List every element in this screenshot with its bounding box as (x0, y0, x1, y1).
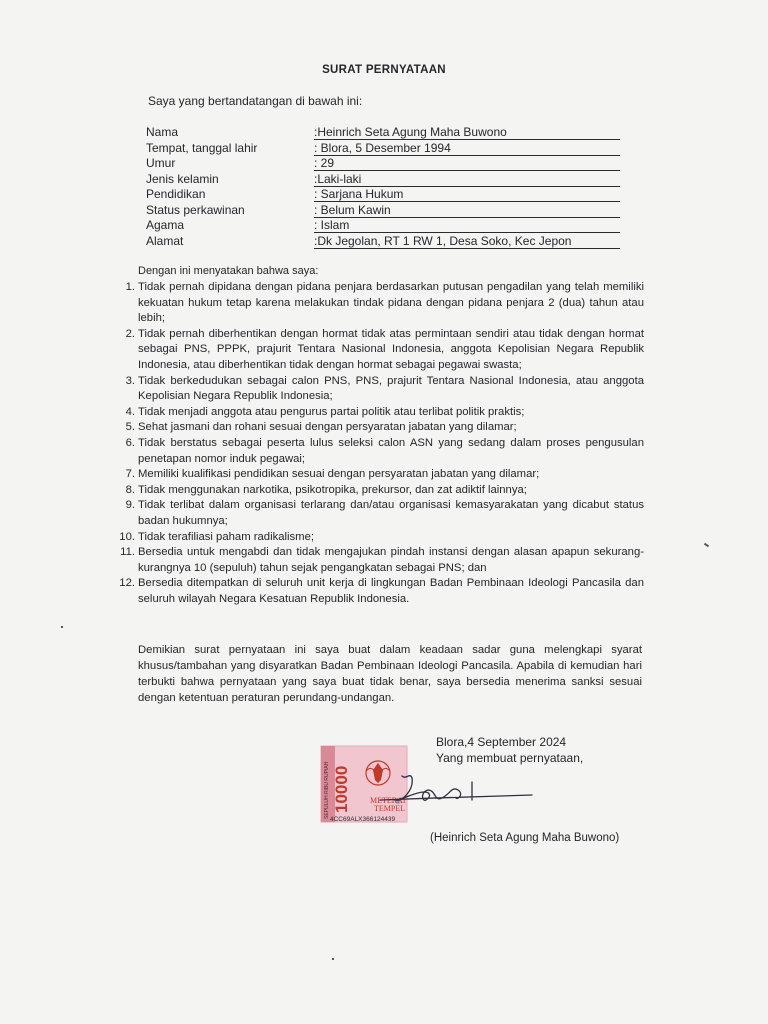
identity-value: :Laki-laki (314, 172, 620, 187)
identity-row-gender (146, 172, 626, 188)
item-number: 11. (120, 546, 135, 559)
identity-value: : 29 (314, 156, 620, 171)
stamp-side-text: SEPULUH RIBU RUPIAH (324, 761, 330, 819)
item-text: Tidak menggunakan narkotika, psikotropika, prekursor, dan zat adiktif lainnya; (138, 483, 527, 496)
list-item (118, 327, 644, 374)
item-number: 12. (119, 577, 135, 590)
item-text: Tidak pernah dipidana dengan pidana penjara berdasarkan putusan pengadilan yang telah memiliki kekuatan hukum tetap karena melakukan tindak pidana dengan pidana penjara 2 (dua) tahun atau lebih; (138, 281, 644, 325)
identity-row-marital (146, 203, 626, 219)
item-number: 10. (119, 530, 135, 543)
stamp-value: 10000 (332, 765, 351, 813)
stamp-label-2: TEMPEL (374, 804, 406, 813)
item-text: Tidak terafiliasi paham radikalisme; (138, 530, 315, 543)
identity-row-address (146, 234, 626, 250)
item-number: 1. (125, 281, 135, 293)
identity-label: Umur (146, 156, 176, 170)
identity-row-age (146, 156, 626, 172)
identity-value: :Dk Jegolan, RT 1 RW 1, Desa Soko, Kec Jepon (314, 234, 620, 249)
item-number: 4. (125, 405, 135, 418)
signer-name: (Heinrich Seta Agung Maha Buwono) (430, 832, 620, 844)
identity-label: Nama (146, 125, 179, 139)
identity-value: : Blora, 5 Desember 1994 (314, 141, 620, 156)
list-item (118, 467, 644, 483)
item-number: 2. (125, 327, 135, 340)
list-item (118, 576, 644, 607)
identity-label: Pendidikan (146, 187, 206, 201)
identity-row-religion (146, 218, 626, 234)
list-item (118, 483, 644, 499)
list-item (118, 420, 644, 436)
item-text: Memiliki kualifikasi pendidikan sesuai dengan persyaratan jabatan yang dilamar; (138, 468, 540, 481)
item-text: Tidak pernah diberhentikan dengan hormat tidak atas permintaan sendiri atau tidak dengan hormat sebagai PNS, PPPK, prajurit Tentara Nasional Indonesia, anggota Kepolisian Negara Republik Indonesia, atau diberhentikan tidak dengan hormat sebagai pegawai swasta; (138, 327, 644, 371)
identity-row-birth (146, 141, 626, 157)
item-text: Tidak berkedudukan sebagai calon PNS, PNS, prajurit Tentara Nasional Indonesia, atau anggota Kepolisian Negara Republik Indonesia; (138, 374, 644, 403)
item-number: 3. (125, 374, 135, 387)
item-number: 8. (125, 483, 135, 496)
statement-list (118, 280, 644, 607)
identity-value: : Belum Kawin (314, 203, 620, 218)
item-number: 9. (125, 499, 135, 512)
document-title: SURAT PERNYATAAN (322, 64, 446, 76)
list-item (118, 498, 644, 529)
item-text: Bersedia untuk mengabdi dan tidak mengajukan pindah instansi dengan alasan apapun sekurang-kurangnya 10 (sepuluh) tahun sejak pengangkatan sebagai PNS; dan (138, 546, 644, 574)
identity-label: Tempat, tanggal lahir (146, 140, 258, 155)
item-text: Tidak menjadi anggota atau pengurus partai politik atau terlibat politik praktis; (138, 405, 525, 418)
closing-paragraph: Demikian surat pernyataan ini saya buat dalam keadaan sadar guna melengkapi syarat khusus/tambahan yang disyaratkan Badan Pembinaan Ideologi Pancasila. Apabila di kemudian hari terbukti bahwa pernyataan yang saya buat tidak benar, saya bersedia menerima sanksi sesuai dengan ketentuan peraturan perundang-undangan. (138, 644, 642, 704)
signer-role: Yang membuat pernyataan, (436, 751, 584, 765)
list-item (118, 280, 644, 327)
list-item (118, 374, 644, 405)
item-text: Tidak terlibat dalam organisasi terlarang dan/atau organisasi kemasyarakatan yang dicabut status badan hukumnya; (138, 499, 644, 527)
identity-label: Alamat (146, 233, 184, 248)
signature-icon (372, 768, 542, 808)
opening-sentence: Saya yang bertandatangan di bawah ini: (148, 94, 363, 108)
list-item (118, 530, 644, 546)
identity-label: Status perkawinan (146, 202, 245, 217)
scan-speck (61, 626, 63, 628)
place-date: Blora,4 September 2024 (436, 735, 567, 749)
scan-speck (332, 958, 334, 960)
identity-value: : Sarjana Hukum (314, 187, 620, 202)
list-item (118, 545, 644, 576)
item-number: 7. (125, 468, 135, 481)
item-text: Tidak berstatus sebagai peserta lulus seleksi calon ASN yang sedang dalam proses pengusulan penetapan nomor induk pegawai; (138, 436, 644, 465)
item-number: 5. (125, 421, 135, 434)
list-item (118, 405, 644, 421)
identity-label: Agama (146, 218, 185, 232)
scan-speck (704, 543, 709, 548)
identity-row-education (146, 187, 626, 203)
statement-intro: Dengan ini menyatakan bahwa saya: (138, 265, 319, 277)
identity-value: : Islam (314, 218, 620, 233)
item-text: Bersedia ditempatkan di seluruh unit kerja di lingkungan Badan Pembinaan Ideologi Pancasila dan seluruh wilayah Negara Kesatuan Republik Indonesia. (138, 577, 644, 605)
stamp-label-1: METERAI (370, 796, 406, 805)
item-text: Sehat jasmani dan rohani sesuai dengan persyaratan jabatan yang dilamar; (138, 421, 517, 434)
identity-label: Jenis kelamin (146, 171, 219, 186)
identity-value: :Heinrich Seta Agung Maha Buwono (314, 125, 620, 140)
item-number: 6. (125, 436, 135, 449)
identity-row-name (146, 125, 626, 141)
list-item (118, 436, 644, 467)
stamp-serial: 4CC69ALX366124439 (330, 816, 396, 823)
identity-block (146, 125, 626, 249)
